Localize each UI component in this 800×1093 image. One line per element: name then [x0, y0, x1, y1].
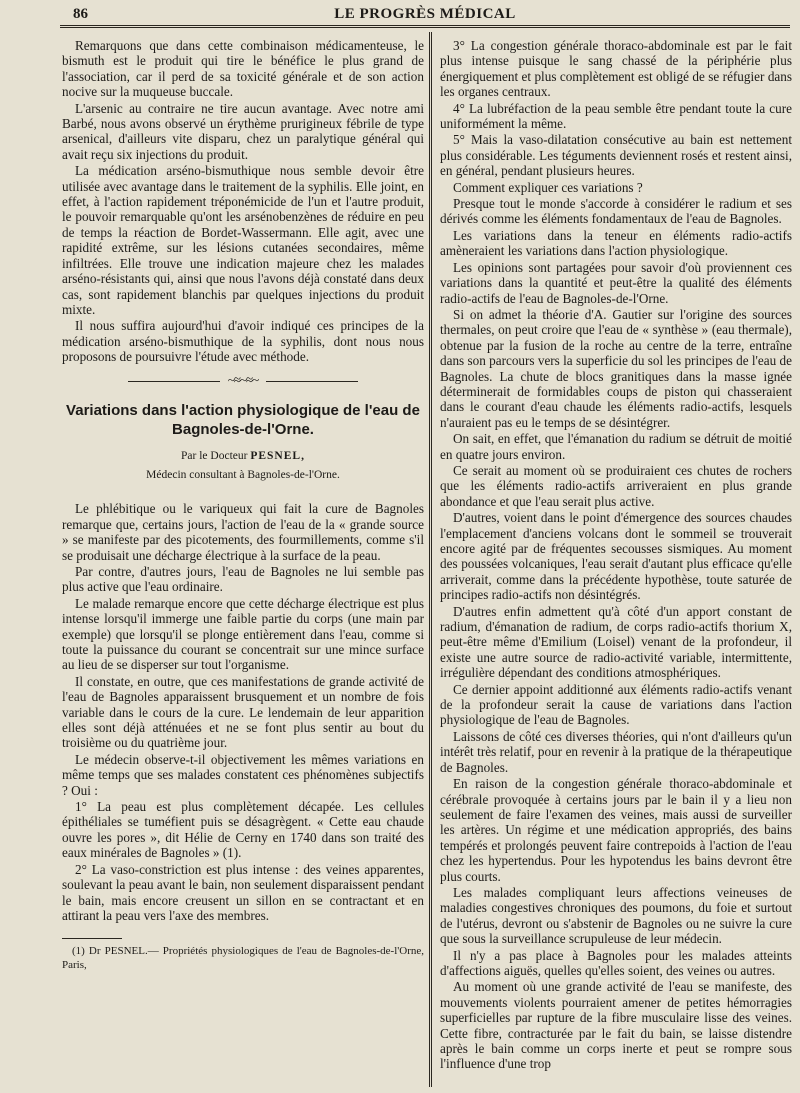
- footnote: (1) Dr PESNEL.— Propriétés physiologiques de l'eau de Bagnoles-de-l'Orne, Paris,: [62, 945, 424, 971]
- fleuron-ornament: ~≈~≈~: [227, 371, 259, 387]
- paragraph: Presque tout le monde s'accorde à considérer le radium et ses dérivés comme les éléments fondamentaux de l'eau de Bagnoles.: [440, 196, 792, 227]
- paragraph: Il nous suffira aujourd'hui d'avoir indiqué ces principes de la médication arséno-bismuthique de la syphilis, dont nous nous proposons de poursuivre l'étude avec méthode.: [62, 318, 424, 365]
- paragraph: On sait, en effet, que l'émanation du radium se détruit de moitié en quatre jours environ.: [440, 431, 792, 462]
- paragraph: D'autres enfin admettent qu'à côté d'un apport constant de radium, d'émanation de radium, de corps radio-actifs thorium X, peut-être même d'Emilium (Loisel) venant de la profondeur, il existe une autre source de radio-activité variable, intermittente, irrégulière dépendant des conditions atmosphériques.: [440, 603, 792, 681]
- paragraph: Les opinions sont partagées pour savoir d'où proviennent ces variations dans la quantité et peut-être la qualité des éléments radio-actifs de l'eau de Bagnoles-de-l'Orne.: [440, 259, 792, 306]
- column-rule: [429, 32, 432, 1087]
- paragraph: Remarquons que dans cette combinaison médicamenteuse, le bismuth est le produit qui tire le bénéfice le plus grand de l'association, car il perd de sa toxicité générale et de son action nocive sur la muqueuse buccale.: [62, 38, 424, 100]
- paragraph: L'arsenic au contraire ne tire aucun avantage. Avec notre ami Barbé, nous avons observé un érythème prurigineux fébrile de type arsenical, d'ailleurs vite disparu, chez un paralytique général qui avait reçu six injections du produit.: [62, 100, 424, 162]
- divider-line: [266, 381, 358, 382]
- paragraph: Les malades compliquant leurs affections veineuses de maladies congestives chroniques des poumons, du foie et surtout de l'utérus, devront ou s'abstenir de Bagnoles ou ne suivre la cure que sous la surveillance scrupuleuse de leur médecin.: [440, 884, 792, 947]
- left-column: [62, 38, 424, 972]
- paragraph: Le phlébitique ou le variqueux qui fait la cure de Bagnoles remarque que, certains jours, l'action de l'eau de la « grande source » se manifeste par des picotements, des fourmillements, comme s'il se produisait une décharge électrique à la surface de la peau.: [62, 501, 424, 563]
- paragraph: Par contre, d'autres jours, l'eau de Bagnoles ne lui semble pas plus active que l'eau ordinaire.: [62, 563, 424, 595]
- paragraph: Si on admet la théorie d'A. Gautier sur l'origine des sources thermales, on peut croire que l'eau de « synthèse » (eau thermale), obtenue par la fusion de la roche au centre de la terre, entraîne dans son parcours vers la superficie du sol les principes de l'eau de Bagnoles. La chute de blocs granitiques dans la masse ignée déterminerait de formidables coups de piston qui chasseraient dans le courant d'eau chaude les éléments radio-actifs, lesquels n'auraient pas eu le temps de se désintégrer.: [440, 306, 792, 430]
- paragraph: Ce dernier appoint additionné aux éléments radio-actifs venant de la profondeur serait la cause de variations dans l'action physiologique de l'eau de Bagnoles.: [440, 681, 792, 728]
- paragraph: La médication arséno-bismuthique nous semble devoir être utilisée avec avantage dans le traitement de la syphilis. Elle joint, en effet, à l'action rapidement tréponémicide de l'un et l'autre produit, le pouvoir remarquable qu'ont les arsénobenzènes de réduire en peu de temps la réaction de Bordet-Wassermann. Elle agit, avec une rapidité extrême, sur les lésions cutanées secondaires, même infiltrées. Elle trouve une indication majeure chez les malades arséno-résistants qui, ainsi que nous l'avons déjà constaté dans deux cas, sont rapidement blanchis par quelques injections du produit mixte.: [62, 163, 424, 317]
- author-name: PESNEL,: [250, 449, 305, 462]
- page-number: 86: [73, 6, 88, 22]
- paragraph: Les variations dans la teneur en éléments radio-actifs amèneraient les variations dans l'action physiologique.: [440, 227, 792, 259]
- running-title: LE PROGRÈS MÉDICAL: [334, 6, 516, 22]
- paragraph: 4° La lubréfaction de la peau semble être pendant toute la cure uniformément la même.: [440, 100, 792, 132]
- paragraph: 2° La vaso-constriction est plus intense : des veines apparentes, soulevant la peau avant le bain, non seulement disparaissent pendant le bain, mais encore creusent un sillon en se contractant et en attirant la peau vers l'axe des membres.: [62, 861, 424, 923]
- paragraph: 5° Mais la vaso-dilatation consécutive au bain est nettement plus considérable. Les téguments deviennent rosés et restent ainsi, en général, pendant plusieurs heures.: [440, 132, 792, 179]
- paragraph: D'autres, voient dans le point d'émergence des sources chaudes l'emplacement d'anciens volcans dont le sommeil se trouverait encore agité par de fréquentes secousses sismiques. Au moment des poussées volcaniques, l'eau serait d'autant plus efficace qu'elle arriverait, comme dans la précédente hypothèse, toute saturée de principes radio-actifs non désintégrés.: [440, 510, 792, 603]
- paragraph: Le médecin observe-t-il objectivement les mêmes variations en même temps que ses malades constatent ces phénomènes subjectifs ? Oui :: [62, 751, 424, 798]
- paragraph: Le malade remarque encore que cette décharge électrique est plus intense lorsqu'il immerge une faible partie du corps (une main par exemple) que lorsqu'il se plonge entièrement dans l'eau, comme si toute la puissance du courant se concentrait sur une mince surface au lieu de se disperser sur tout l'organisme.: [62, 595, 424, 673]
- divider-line: [128, 381, 220, 382]
- author-affiliation: Médecin consultant à Bagnoles-de-l'Orne.: [146, 468, 340, 481]
- paragraph: 3° La congestion générale thoraco-abdominale est par le fait plus intense puisque le sang chassé de la périphérie plus énergiquement et plus complètement est obligé de se réfugier dans les organes centraux.: [440, 38, 792, 100]
- article-title: Variations dans l'action physiologique de l'eau de Bagnoles-de-l'Orne.: [66, 401, 420, 438]
- paragraph: Laissons de côté ces diverses théories, qui n'ont d'ailleurs qu'un intérêt très relatif, pour en revenir à la pratique de la thérapeutique de Bagnoles.: [440, 728, 792, 775]
- right-column: [440, 38, 792, 1073]
- paragraph: Il constate, en outre, que ces manifestations de grande activité de l'eau de Bagnoles apparaissent brusquement et un nombre de fois variable dans le cours de la cure. Le lendemain de leur apparition elles sont déjà atténuées et ne se font plus sentir au bout du troisième ou du quatrième jour.: [62, 673, 424, 751]
- section-divider: [128, 371, 358, 387]
- paragraph: Comment expliquer ces variations ?: [453, 179, 643, 195]
- byline-prefix: Par le Docteur: [181, 449, 248, 462]
- page-header: [60, 4, 790, 26]
- paragraph: Au moment où une grande activité de l'eau se manifeste, des mouvements violents pourraient amener de petites hémorragies superficielles par rupture de la fibre musculaire lisse des veines. Cette fibre, contracturée par le fait du bain, se laisse distendre après le bain comme un corps inerte et peut se rompre sous l'influence d'une trop: [440, 979, 792, 1072]
- header-rule: [60, 25, 790, 28]
- paragraph: Ce serait au moment où se produiraient ces chutes de rochers que les éléments radio-actifs arriveraient en plus grande abondance et que l'eau serait plus active.: [440, 462, 792, 509]
- paragraph: En raison de la congestion générale thoraco-abdominale et cérébrale provoquée à certains jours par le bain il y a lieu non seulement de faire l'examen des veines, mais aussi de surveiller les artères. Un régime et une médication appropriés, des bains tempérés et prolongés peuvent faire contrepoids à l'action de l'eau chez les hypertendus. Pour les hypotendus les bains devront être plus courts.: [440, 776, 792, 884]
- footnote-rule: [62, 938, 122, 939]
- paragraph: Il n'y a pas place à Bagnoles pour les malades atteints d'affections aiguës, quelles qu'elles soient, des veines ou autres.: [440, 947, 792, 978]
- paragraph: 1° La peau est plus complètement décapée. Les cellules épithéliales se tuméfient puis se désagrègent. « Cette eau chaude ouvre les pores », dit Hélie de Cerny en 1740 dans son traité des eaux minérales de Bagnoles » (1).: [62, 799, 424, 861]
- byline: [62, 449, 424, 464]
